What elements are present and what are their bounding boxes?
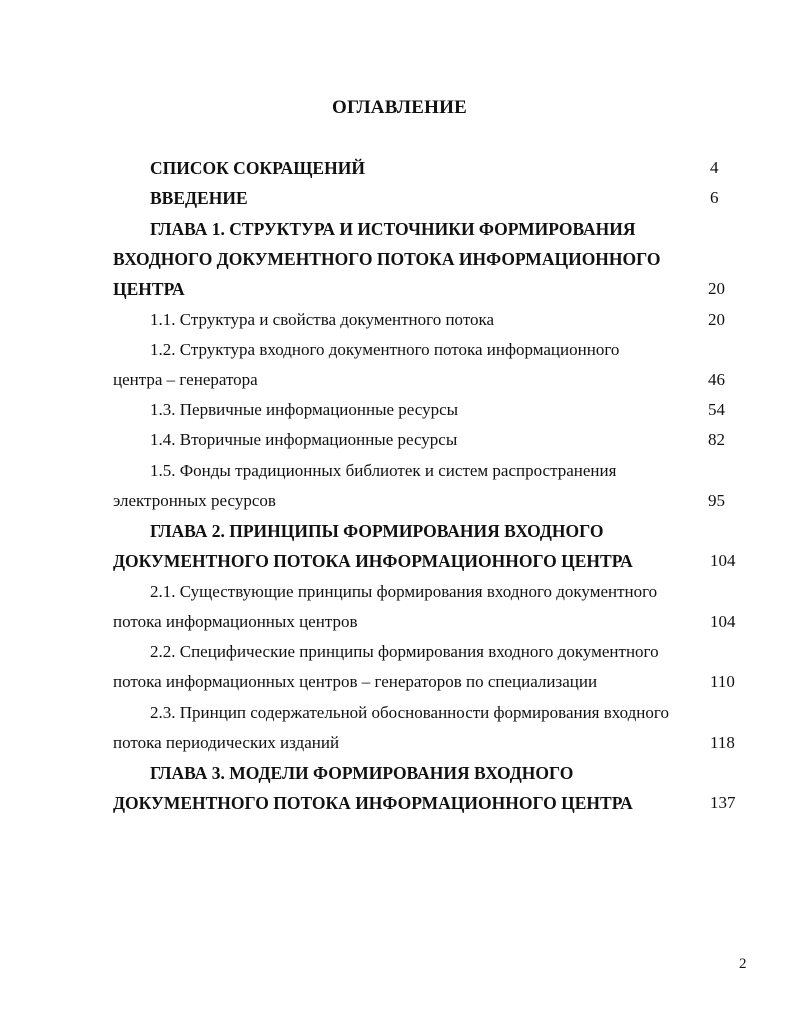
toc-page-number: 82 [708, 430, 725, 449]
toc-section-1-4: 1.4. Вторичные информационные ресурсы [150, 430, 458, 449]
toc-title: ОГЛАВЛЕНИЕ [332, 97, 467, 118]
toc-page-number: 104 [710, 551, 736, 570]
toc-page-number: 20 [708, 279, 725, 298]
toc-section-1-1: 1.1. Структура и свойства документного потока [150, 310, 495, 329]
toc-section-1-2-line-2: центра – генератора [113, 370, 258, 389]
toc-section-1-3: 1.3. Первичные информационные ресурсы [150, 400, 459, 419]
toc-entry-abbreviations: СПИСОК СОКРАЩЕНИЙ [150, 158, 365, 178]
toc-entry-introduction: ВВЕДЕНИЕ [150, 188, 248, 208]
toc-page-number: 118 [710, 733, 735, 752]
toc-page-number: 6 [710, 188, 719, 207]
page-number: 2 [739, 956, 747, 972]
toc-section-2-1-line-2: потока информационных центров [113, 612, 358, 631]
toc-page-number: 4 [710, 158, 719, 177]
toc-page-number: 54 [708, 400, 725, 419]
toc-section-2-2-line-2: потока информационных центров – генераторов по специализации [113, 672, 598, 691]
toc-section-1-5-line-2: электронных ресурсов [113, 491, 276, 510]
toc-page-number: 20 [708, 310, 725, 329]
toc-page-number: 46 [708, 370, 725, 389]
toc-section-1-5-line-1: 1.5. Фонды традиционных библиотек и систем распространения [150, 461, 617, 480]
toc-section-2-3-line-1: 2.3. Принцип содержательной обоснованности формирования входного [150, 703, 669, 722]
toc-chapter-1-line-1: ГЛАВА 1. СТРУКТУРА И ИСТОЧНИКИ ФОРМИРОВАНИЯ [150, 219, 636, 239]
toc-section-2-3-line-2: потока периодических изданий [113, 733, 340, 752]
toc-chapter-1-line-3: ЦЕНТРА [113, 279, 185, 299]
toc-page-number: 95 [708, 491, 725, 510]
toc-page-number: 110 [710, 672, 735, 691]
toc-chapter-3-line-1: ГЛАВА 3. МОДЕЛИ ФОРМИРОВАНИЯ ВХОДНОГО [150, 763, 574, 783]
toc-section-2-2-line-1: 2.2. Специфические принципы формирования входного документного [150, 642, 659, 661]
toc-chapter-3-line-2: ДОКУМЕНТНОГО ПОТОКА ИНФОРМАЦИОННОГО ЦЕНТРА [113, 793, 633, 813]
toc-page-number: 104 [710, 612, 736, 631]
toc-page-number: 137 [710, 793, 736, 812]
toc-chapter-2-line-2: ДОКУМЕНТНОГО ПОТОКА ИНФОРМАЦИОННОГО ЦЕНТРА [113, 551, 633, 571]
toc-chapter-1-line-2: ВХОДНОГО ДОКУМЕНТНОГО ПОТОКА ИНФОРМАЦИОННОГО [113, 249, 661, 269]
toc-chapter-2-line-1: ГЛАВА 2. ПРИНЦИПЫ ФОРМИРОВАНИЯ ВХОДНОГО [150, 521, 604, 541]
toc-section-1-2-line-1: 1.2. Структура входного документного потока информационного [150, 340, 620, 359]
toc-section-2-1-line-1: 2.1. Существующие принципы формирования входного документного [150, 582, 658, 601]
